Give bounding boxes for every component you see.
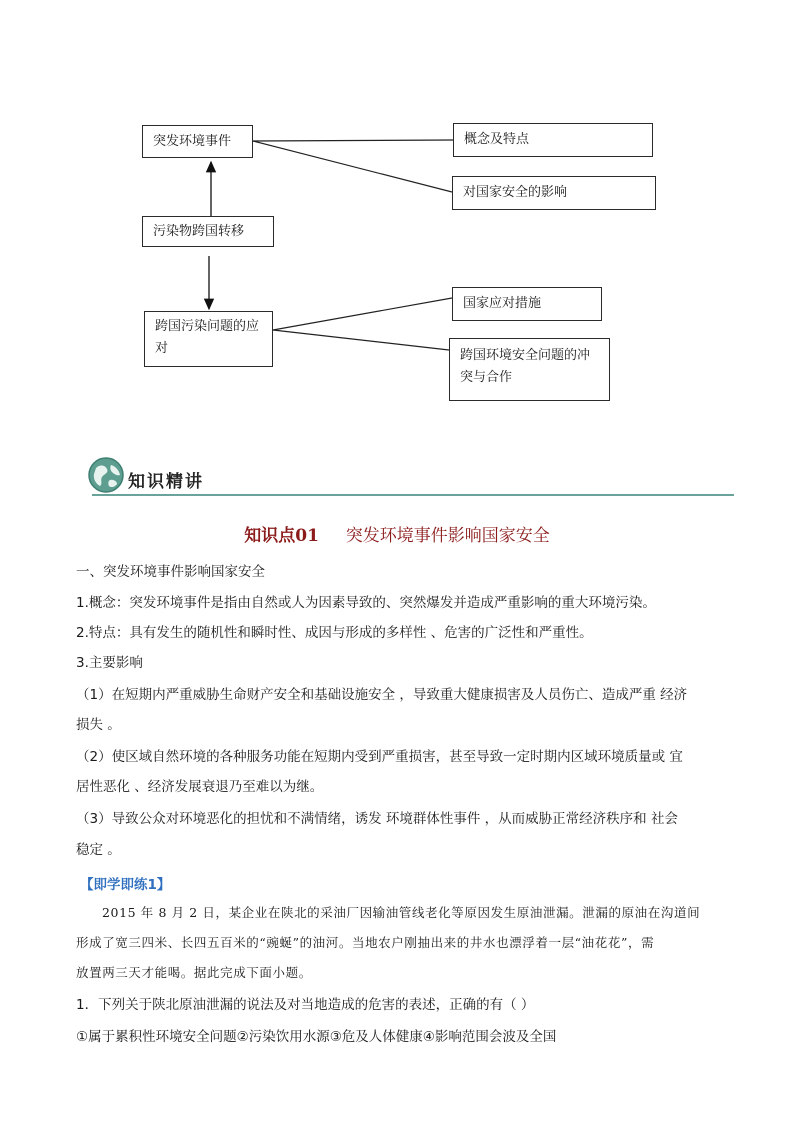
concept-diagram [0, 0, 794, 420]
section-title: 一、突发环境事件影响国家安全 [76, 564, 265, 580]
node-response [144, 311, 273, 367]
impact-2-line2: 居性恶化 、经济发展衰退乃至难以为继。 [76, 779, 324, 795]
node-label-line1: 跨国污染问题的应 [155, 319, 260, 334]
paragraph-concept: 1.概念：突发环境事件是指由自然或人为因素导致的、突然爆发并造成严重影响的重大环境污染。 [76, 595, 656, 611]
node-concept [453, 123, 653, 157]
exercise-question: 1．下列关于陕北原油泄漏的说法及对当地造成的危害的表述，正确的有（ ） [76, 997, 535, 1013]
node-label: 国家应对措施 [463, 296, 542, 311]
exercise-tag: 【即学即练1】 [80, 877, 171, 893]
knowledge-title: 突发环境事件影响国家安全 [345, 526, 550, 546]
node-label-line2: 对 [155, 341, 169, 356]
impact-3-line1: （3）导致公众对环境恶化的担忧和不满情绪，诱发 环境群体性事件 ，从而威胁正常经济秩序和 社会 [76, 811, 678, 827]
banner-divider [92, 494, 734, 496]
connector-event-concept [253, 140, 453, 141]
connector-event-impact [253, 141, 452, 192]
connector-response-conflict [273, 330, 449, 350]
node-label: 对国家安全的影响 [463, 185, 568, 200]
exercise-options: ①属于累积性环境安全问题②污染饮用水源③危及人体健康④影响范围会波及全国 [76, 1029, 557, 1045]
node-label: 概念及特点 [464, 132, 530, 147]
node-label-line1: 跨国环境安全问题的冲 [460, 348, 591, 363]
node-national-impact [452, 176, 656, 210]
node-label: 污染物跨国转移 [153, 223, 245, 239]
impact-1-line1: （1）在短期内严重威胁生命财产安全和基础设施安全 ，导致重大健康损害及人员伤亡、造成严重 经济 [76, 687, 688, 703]
node-conflict [449, 338, 610, 401]
knowledge-heading [0, 521, 794, 546]
exercise-passage-line3: 放置两三天才能喝。据此完成下面小题。 [76, 965, 312, 980]
banner-title: 知识精讲 [128, 472, 204, 492]
paragraph-features: 2.特点：具有发生的随机性和瞬时性、成因与形成的多样性 、危害的广泛性和严重性。 [76, 625, 593, 641]
exercise-passage-line2: 形成了宽三四米、长四五百米的“豌蜒”的油河。当地农户刚抽出来的井水也漂浮着一层“油花花”，需 [76, 935, 655, 950]
node-sudden-event [142, 125, 253, 158]
impact-1-line2: 损失 。 [76, 717, 121, 733]
exercise-passage-line1: 2015 年 8 月 2 日，某企业在陕北的采油厂因输油管线老化等原因发生原油泄漏。泄漏的原油在沟道间 [102, 905, 701, 920]
node-measures [452, 287, 602, 321]
connector-response-measures [273, 298, 452, 330]
impact-2-line1: （2）使区域自然环境的各种服务功能在短期内受到严重损害，甚至导致一定时期内区域环境质量或 宜 [76, 749, 683, 765]
paragraph-impacts-title: 3.主要影响 [76, 655, 143, 671]
node-label: 突发环境事件 [153, 133, 232, 149]
impact-3-line2: 稳定 。 [76, 842, 121, 858]
node-transfer [142, 216, 274, 247]
diagram-connectors [0, 0, 794, 420]
node-label-line2: 突与合作 [460, 370, 513, 385]
globe-icon [86, 454, 130, 498]
knowledge-number: 知识点01 [244, 526, 319, 546]
